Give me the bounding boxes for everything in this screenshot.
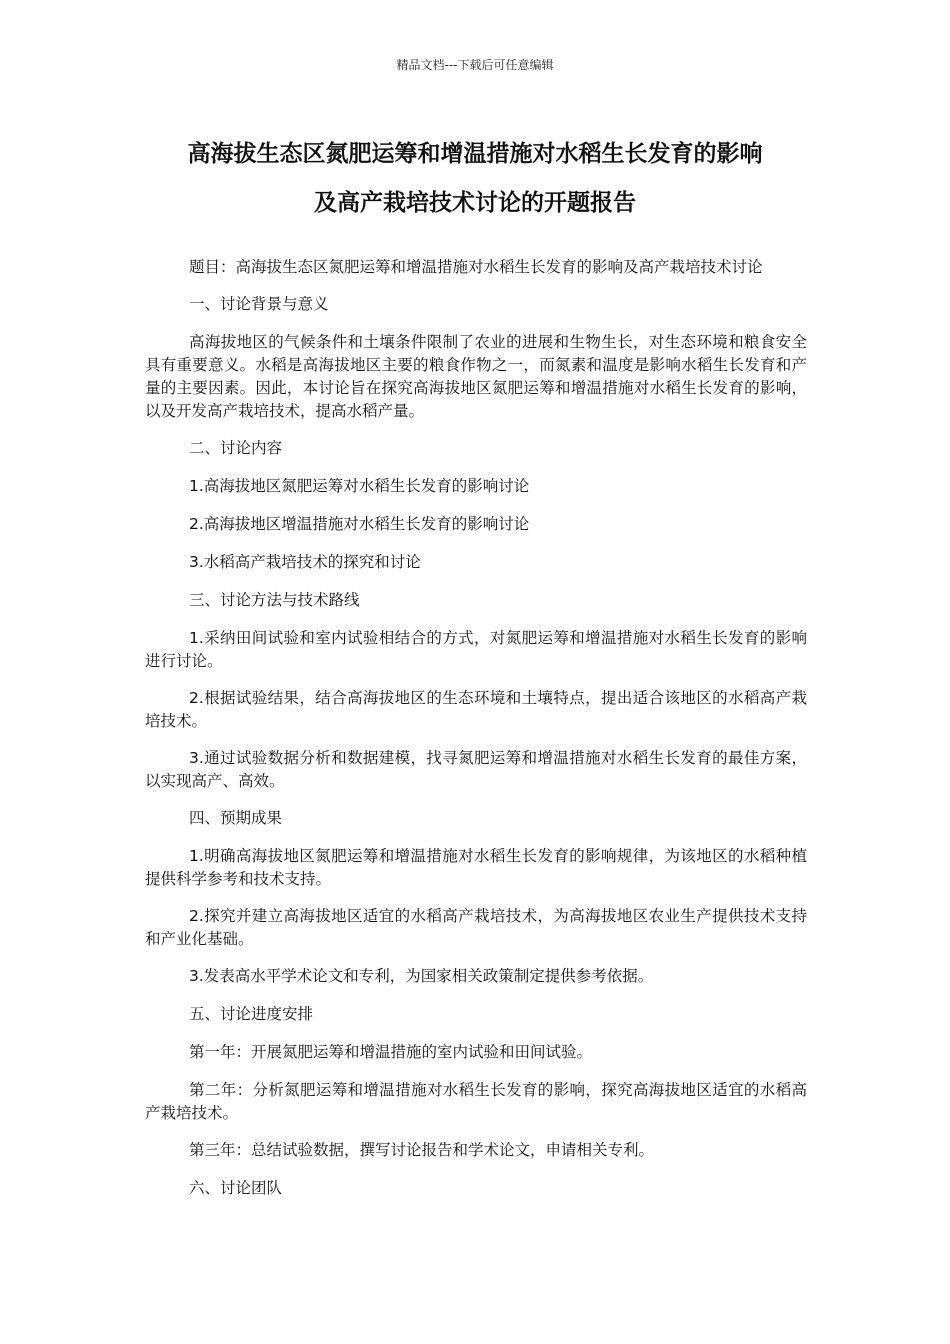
content-item-1: 1.高海拔地区氮肥运筹对水稻生长发育的影响讨论	[189, 477, 530, 495]
document-body	[145, 256, 807, 1215]
section-heading-methods: 三、讨论方法与技术路线	[189, 591, 360, 609]
document-title-line-2: 及高产栽培技术讨论的开题报告	[314, 190, 636, 216]
schedule-year-3: 第三年：总结试验数据，撰写讨论报告和学术论文，申请相关专利。	[189, 1141, 655, 1159]
page-header: 精品文档---下载后可任意编辑	[396, 58, 554, 72]
section-heading-outcomes: 四、预期成果	[189, 809, 283, 827]
method-item-3: 3.通过试验数据分析和数据建模，找寻氮肥运筹和增温措施对水稻生长发育的最佳方案，以实现高产、高效。	[145, 749, 807, 790]
method-item-1: 1.采纳田间试验和室内试验相结合的方式，对氮肥运筹和增温措施对水稻生长发育的影响进行讨论。	[145, 629, 807, 670]
schedule-year-2: 第二年：分析氮肥运筹和增温措施对水稻生长发育的影响，探究高海拔地区适宜的水稻高产栽培技术。	[145, 1081, 807, 1122]
background-paragraph: 高海拔地区的气候条件和土壤条件限制了农业的进展和生物生长，对生态环境和粮食安全具有重要意义。水稻是高海拔地区主要的粮食作物之一，而氮素和温度是影响水稻生长发育和产量的主要因素。因此，本讨论旨在探究高海拔地区氮肥运筹和增温措施对水稻生长发育的影响，以及开发高产栽培技术，提高水稻产量。	[145, 333, 807, 420]
section-heading-background: 一、讨论背景与意义	[189, 295, 329, 313]
outcome-item-2: 2.探究并建立高海拔地区适宜的水稻高产栽培技术，为高海拔地区农业生产提供技术支持和产业化基础。	[145, 907, 807, 948]
outcome-item-3: 3.发表高水平学术论文和专利，为国家相关政策制定提供参考依据。	[189, 967, 654, 985]
outcome-item-1: 1.明确高海拔地区氮肥运筹和增温措施对水稻生长发育的影响规律，为该地区的水稻种植提供科学参考和技术支持。	[145, 847, 807, 888]
section-heading-schedule: 五、讨论进度安排	[189, 1005, 314, 1023]
schedule-year-1: 第一年：开展氮肥运筹和增温措施的室内试验和田间试验。	[189, 1043, 593, 1061]
content-item-3: 3.水稻高产栽培技术的探究和讨论	[189, 553, 421, 571]
section-heading-content: 二、讨论内容	[189, 439, 283, 457]
topic-paragraph: 题目：高海拔生态区氮肥运筹和增温措施对水稻生长发育的影响及高产栽培技术讨论	[189, 258, 763, 276]
method-item-2: 2.根据试验结果，结合高海拔地区的生态环境和土壤特点，提出适合该地区的水稻高产栽培技术。	[145, 689, 807, 730]
section-heading-team: 六、讨论团队	[189, 1179, 283, 1197]
content-item-2: 2.高海拔地区增温措施对水稻生长发育的影响讨论	[189, 515, 530, 533]
document-title-line-1: 高海拔生态区氮肥运筹和增温措施对水稻生长发育的影响	[187, 141, 763, 167]
